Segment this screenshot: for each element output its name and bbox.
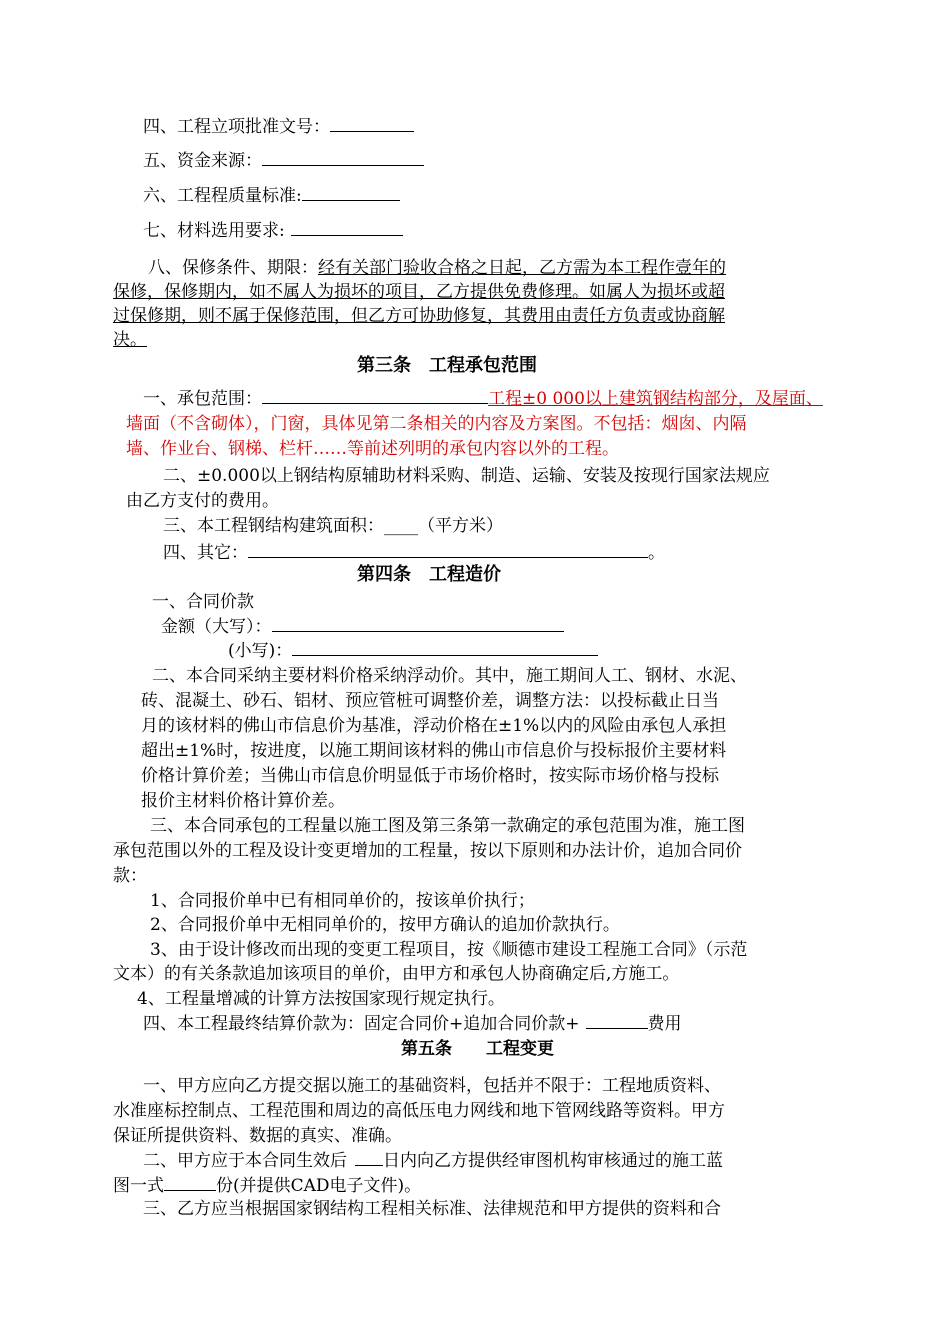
blank-line [355, 1148, 383, 1166]
art3-item-2: 二、±0.000以上钢结构原辅助材料采购、制造、运输、安装及按现行国家法规应 [163, 466, 770, 486]
art4-item-3-line-2: 承包范围以外的工程及设计变更增加的工程量，按以下原则和办法计价，追加合同价 [113, 841, 742, 861]
blank-line [586, 1011, 648, 1029]
art4-sub-2: 2、合同报价单中无相同单价的，按甲方确认的追加价款执行。 [150, 915, 620, 935]
art4-sub-3: 3、由于设计修改而出现的变更工程项目，按《顺德市建设工程施工合同》（示范 [150, 940, 748, 960]
art4-item-2-line-5: 价格计算价差；当佛山市信息价明显低于市场价格时，按实际市场价格与投标 [141, 766, 719, 786]
item-warranty: 八、保修条件、期限：经有关部门验收合格之日起，乙方需为本工程作壹年的 [148, 258, 726, 278]
warranty-line-3: 过保修期，则不属于保修范围，但乙方可协助修复，其费用由责任方负责或协商解 [113, 306, 725, 326]
art4-item-2-line-3: 月的该材料的佛山市信息价为基准，浮动价格在±1%以内的风险由承包人承担 [141, 716, 727, 736]
item-fund-source: 五、资金来源： [143, 148, 424, 173]
art4-sub-4: 4、工程量增减的计算方法按国家现行规定执行。 [137, 989, 505, 1009]
art5-item-2-line-2: 图一式 份(并提供CAD电子文件)。 [113, 1173, 421, 1198]
item-approval-no: 四、工程立项批准文号： [143, 114, 414, 139]
blank-line [164, 1173, 216, 1191]
article-4-title: 第四条 工程造价 [357, 564, 501, 585]
art4-amount-lower: (小写)： [228, 638, 598, 663]
blank-line [272, 614, 564, 632]
art4-item-2-line-2: 砖、混凝土、砂石、铝材、预应管桩可调整价差，调整方法：以投标截止日当 [141, 691, 719, 711]
item-quality-standard: 六、工程程质量标准: [143, 183, 400, 208]
blank-line [248, 540, 648, 558]
art3-scope: 一、承包范围： 工程±0 000以上建筑钢结构部分，及屋面、 [143, 386, 823, 411]
blank-line [291, 218, 403, 236]
art4-item-1: 一、合同价款 [152, 592, 254, 612]
article-5-title: 第五条 工程变更 [401, 1039, 554, 1059]
art4-item-2: 二、本合同采纳主要材料价格采纳浮动价。其中，施工期间人工、钢材、水泥、 [152, 666, 747, 686]
art4-sub-3-line-2: 文本）的有关条款追加该项目的单价，由甲方和承包人协商确定后,方施工。 [113, 964, 680, 984]
article-3-title: 第三条 工程承包范围 [357, 355, 537, 376]
art4-item-4: 四、本工程最终结算价款为：固定合同价+追加合同价款+ 费用 [143, 1011, 682, 1036]
art4-sub-1: 1、合同报价单中已有相同单价的，按该单价执行； [150, 891, 535, 911]
art3-scope-line-2: 墙面（不含砌体），门窗，具体见第二条相关的内容及方案图。不包括：烟囱、内隔 [126, 414, 747, 434]
art5-item-1: 一、甲方应向乙方提交据以施工的基础资料，包括并不限于：工程地质资料、 [143, 1076, 721, 1096]
art3-item-2-line-2: 由乙方支付的费用。 [126, 491, 279, 511]
item-material-req: 七、材料选用要求: [143, 218, 403, 243]
art4-item-3-line-3: 款： [113, 866, 147, 886]
art5-item-1-line-3: 保证所提供资料、数据的真实、准确。 [113, 1126, 402, 1146]
blank-line [262, 148, 424, 166]
blank-line [262, 386, 488, 404]
art4-item-2-line-4: 超出±1%时，按进度，以施工期间该材料的佛山市信息价与投标报价主要材料 [141, 741, 727, 761]
art5-item-2: 二、甲方应于本合同生效后 日内向乙方提供经审图机构审核通过的施工蓝 [143, 1148, 723, 1173]
art3-item-3: 三、本工程钢结构建筑面积：____（平方米） [163, 516, 503, 536]
warranty-line-2: 保修，保修期内，如不属人为损坏的项目，乙方提供免费修理。如属人为损坏或超 [113, 282, 725, 302]
warranty-line-4: 决。 [113, 330, 147, 350]
art3-item-4: 四、其它： 。 [163, 540, 665, 565]
art3-scope-line-3: 墙、作业台、钢梯、栏杆……等前述列明的承包内容以外的工程。 [126, 439, 619, 459]
blank-line [302, 183, 400, 201]
art5-item-1-line-2: 水准座标控制点、工程范围和周边的高低压电力网线和地下管网线路等资料。甲方 [113, 1101, 725, 1121]
art4-amount-upper: 金额（大写）： [161, 614, 564, 639]
art4-item-2-line-6: 报价主材料价格计算价差。 [141, 791, 345, 811]
art4-item-3: 三、本合同承包的工程量以施工图及第三条第一款确定的承包范围为准，施工图 [150, 816, 745, 836]
blank-line [292, 638, 598, 656]
blank-line [330, 114, 414, 132]
art5-item-3: 三、乙方应当根据国家钢结构工程相关标准、法律规范和甲方提供的资料和合 [143, 1199, 721, 1219]
